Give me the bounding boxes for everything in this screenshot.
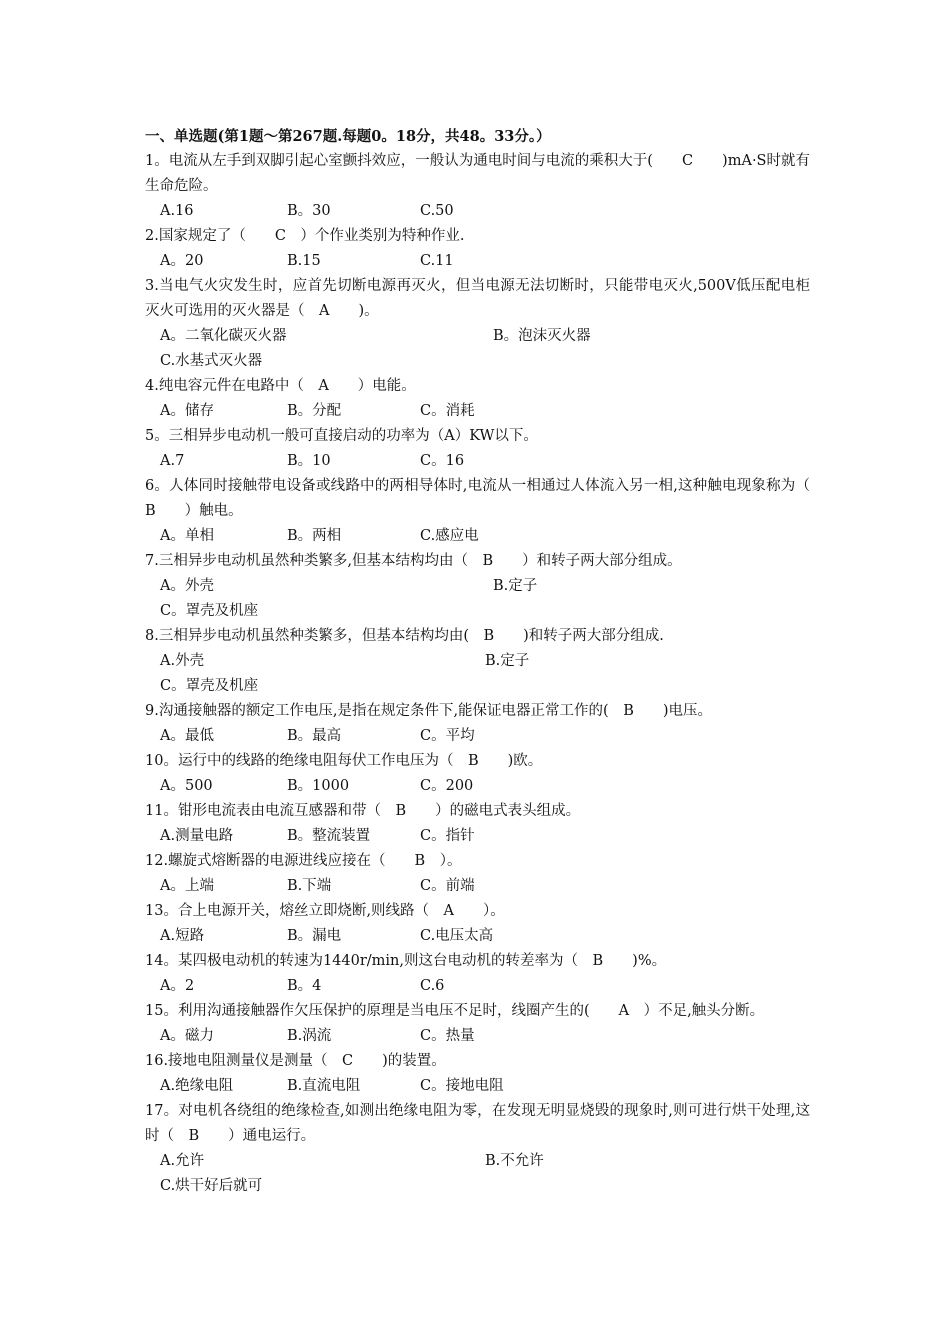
option-b: B。1000 xyxy=(287,778,350,794)
option-c: C.水基式灭火器 xyxy=(160,353,263,369)
section-heading: 一、单选题(第1题～第267题.每题0。18分，共48。33分。） xyxy=(145,128,551,145)
options-row xyxy=(145,1024,810,1049)
option-b: B。漏电 xyxy=(287,928,342,944)
options-row xyxy=(145,449,810,474)
question-text: 17。对电机各绕组的绝缘检查,如测出绝缘电阻为零，在发现无明显烧毁的现象时,则可进行烘干处理,这时（ B ）通电运行。 xyxy=(145,1103,810,1144)
question-12 xyxy=(145,849,810,899)
question-16 xyxy=(145,1049,810,1099)
option-a: A.外壳 xyxy=(160,653,205,669)
question-text: 7.三相异步电动机虽然种类繁多,但基本结构均由（ B ）和转子两大部分组成。 xyxy=(145,553,682,569)
exam-content xyxy=(145,124,825,1199)
options-row xyxy=(145,774,810,799)
options-row xyxy=(145,974,810,999)
option-a: A。2 xyxy=(160,978,195,994)
question-11 xyxy=(145,799,810,849)
option-b: B。整流装置 xyxy=(287,828,371,844)
question-10 xyxy=(145,749,810,799)
option-c: C。罩壳及机座 xyxy=(160,603,259,619)
question-text: 3.当电气火灾发生时，应首先切断电源再灭火，但当电源无法切断时，只能带电灭火,500V低压配电柜灭火可选用的灭火器是（ A )。 xyxy=(145,278,810,319)
question-text: 10。运行中的线路的绝缘电阻每伏工作电压为（ B )欧。 xyxy=(145,753,543,769)
option-a: A。上端 xyxy=(160,878,214,894)
question-9 xyxy=(145,699,810,749)
option-c: C。消耗 xyxy=(420,403,475,419)
question-4 xyxy=(145,374,810,424)
option-b: B.定子 xyxy=(485,653,530,669)
option-a: A.测量电路 xyxy=(160,828,234,844)
option-c: C。热量 xyxy=(420,1028,475,1044)
option-a: A.绝缘电阻 xyxy=(160,1078,234,1094)
option-b: B。10 xyxy=(287,453,331,469)
option-b: B.定子 xyxy=(493,578,538,594)
question-5 xyxy=(145,424,810,474)
question-13 xyxy=(145,899,810,949)
option-c: C。指针 xyxy=(420,828,475,844)
option-a: A.短路 xyxy=(160,928,205,944)
options-row xyxy=(145,324,810,374)
option-c: C.感应电 xyxy=(420,528,479,544)
option-a: A。最低 xyxy=(160,728,214,744)
option-b: B。30 xyxy=(287,203,331,219)
question-15 xyxy=(145,999,810,1049)
options-row xyxy=(145,399,810,424)
option-b: B。泡沫灭火器 xyxy=(493,328,591,344)
options-row xyxy=(145,1149,810,1199)
question-text: 4.纯电容元件在电路中（ A ）电能。 xyxy=(145,378,416,394)
option-b: B。最高 xyxy=(287,728,342,744)
option-c: C.11 xyxy=(420,253,454,269)
question-text: 6。人体同时接触带电设备或线路中的两相导体时,电流从一相通过人体流入另一相,这种触电现象称为（ B ）触电。 xyxy=(145,478,825,519)
question-6 xyxy=(145,474,825,549)
question-text: 8.三相异步电动机虽然种类繁多，但基本结构均由( B )和转子两大部分组成. xyxy=(145,628,664,644)
option-b: B。4 xyxy=(287,978,322,994)
options-row xyxy=(145,1074,810,1099)
option-b: B.15 xyxy=(287,253,321,269)
option-a: A。单相 xyxy=(160,528,214,544)
option-b: B。分配 xyxy=(287,403,342,419)
question-7 xyxy=(145,549,810,624)
options-row xyxy=(145,924,810,949)
question-text: 12.螺旋式熔断器的电源进线应接在（ B ）。 xyxy=(145,853,462,869)
question-14 xyxy=(145,949,810,999)
option-c: C。前端 xyxy=(420,878,475,894)
option-a: A。外壳 xyxy=(160,578,214,594)
options-row xyxy=(145,724,810,749)
option-b: B.下端 xyxy=(287,878,332,894)
option-a: A。20 xyxy=(160,253,204,269)
question-text: 13。合上电源开关，熔丝立即烧断,则线路（ A ）。 xyxy=(145,903,505,919)
option-c: C。200 xyxy=(420,778,474,794)
option-a: A。储存 xyxy=(160,403,214,419)
options-row xyxy=(145,524,810,549)
option-c: C。接地电阻 xyxy=(420,1078,504,1094)
option-a: A.16 xyxy=(160,203,194,219)
option-b: B。两相 xyxy=(287,528,342,544)
question-1 xyxy=(145,149,810,224)
option-c: C。罩壳及机座 xyxy=(160,678,259,694)
options-row xyxy=(145,649,810,699)
option-a: A。500 xyxy=(160,778,213,794)
option-c: C.6 xyxy=(420,978,445,994)
option-a: A.7 xyxy=(160,453,185,469)
question-text: 2.国家规定了（ C ）个作业类别为特种作业. xyxy=(145,228,465,244)
option-b: B.不允许 xyxy=(485,1153,544,1169)
options-row xyxy=(145,874,810,899)
question-2 xyxy=(145,224,810,274)
option-a: A.允许 xyxy=(160,1153,205,1169)
option-c: C.50 xyxy=(420,203,454,219)
option-a: A。二氧化碳灭火器 xyxy=(160,328,287,344)
question-3 xyxy=(145,274,810,374)
option-b: B.涡流 xyxy=(287,1028,332,1044)
question-8 xyxy=(145,624,810,699)
question-text: 5。三相异步电动机一般可直接启动的功率为（A）KW以下。 xyxy=(145,428,538,444)
options-row xyxy=(145,824,810,849)
question-17 xyxy=(145,1099,810,1199)
question-text: 15。利用沟通接触器作欠压保护的原理是当电压不足时，线圈产生的( A ）不足,触头分断。 xyxy=(145,1003,765,1019)
question-text: 1。电流从左手到双脚引起心室颤抖效应，一般认为通电时间与电流的乘积大于( C )mA·S时就有生命危险。 xyxy=(145,153,810,194)
question-text: 9.沟通接触器的额定工作电压,是指在规定条件下,能保证电器正常工作的( B )电压。 xyxy=(145,703,713,719)
option-b: B.直流电阻 xyxy=(287,1078,361,1094)
question-text: 11。钳形电流表由电流互感器和带（ B ）的磁电式表头组成。 xyxy=(145,803,581,819)
options-row xyxy=(145,249,810,274)
question-text: 16.接地电阻测量仪是测量（ C )的装置。 xyxy=(145,1053,446,1069)
option-c: C。16 xyxy=(420,453,465,469)
option-c: C.烘干好后就可 xyxy=(160,1178,263,1194)
options-row xyxy=(145,199,810,224)
option-c: C。平均 xyxy=(420,728,475,744)
options-row xyxy=(145,574,810,624)
question-text: 14。某四极电动机的转速为1440r/min,则这台电动机的转差率为（ B )%。 xyxy=(145,953,667,969)
option-c: C.电压太高 xyxy=(420,928,494,944)
option-a: A。磁力 xyxy=(160,1028,214,1044)
